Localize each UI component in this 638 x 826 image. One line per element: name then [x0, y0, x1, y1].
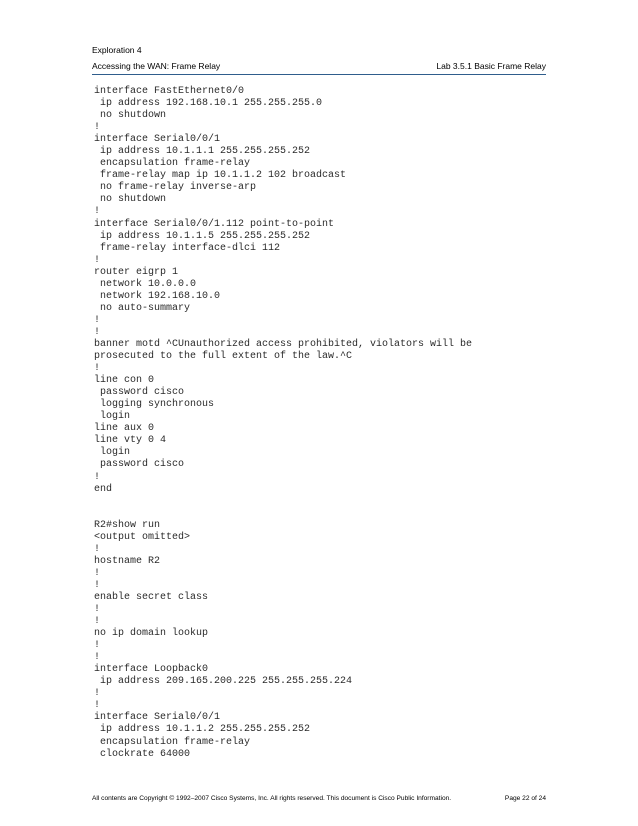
code-line: banner motd ^CUnauthorized access prohibited, violators will be: [94, 338, 473, 350]
code-line: login: [94, 411, 131, 423]
code-line: frame-relay map ip 10.1.1.2 102 broadcast: [94, 170, 347, 182]
code-line: logging synchronous: [94, 399, 215, 411]
code-line: ip address 10.1.1.5 255.255.255.252: [94, 230, 311, 242]
header-chapter: Accessing the WAN: Frame Relay: [92, 61, 221, 71]
code-line: !: [94, 363, 101, 375]
code-line: R2#show run: [94, 519, 161, 531]
code-line: password cisco: [94, 459, 185, 471]
code-line: interface Serial0/0/1: [94, 134, 221, 146]
code-line: hostname R2: [94, 555, 161, 567]
code-line: prosecuted to the full extent of the law.^C: [94, 351, 353, 363]
code-line: end: [94, 483, 113, 495]
code-line: !: [94, 688, 101, 700]
code-line: !: [94, 567, 101, 579]
code-line: network 192.168.10.0: [94, 290, 221, 302]
code-line: clockrate 64000: [94, 748, 191, 760]
code-line: !: [94, 616, 101, 628]
footer-page-number: Page 22 of 24: [504, 795, 546, 802]
code-line: !: [94, 640, 101, 652]
code-line: interface Serial0/0/1.112 point-to-point: [94, 218, 335, 230]
code-line: ip address 10.1.1.2 255.255.255.252: [94, 724, 311, 736]
footer-copyright: All contents are Copyright © 1992–2007 Cisco Systems, Inc. All rights reserved. This document is Cisco Public Information.: [92, 795, 452, 802]
code-line: router eigrp 1: [94, 266, 179, 278]
code-line: [94, 508, 544, 520]
code-line: interface Serial0/0/1: [94, 712, 221, 724]
code-line: password cisco: [94, 387, 185, 399]
code-line: ip address 10.1.1.1 255.255.255.252: [94, 146, 311, 158]
config-listing: [94, 86, 544, 761]
code-line: login: [94, 447, 131, 459]
code-line: no shutdown: [94, 194, 167, 206]
header-line: [92, 61, 546, 71]
page-footer: [92, 795, 546, 802]
code-line: network 10.0.0.0: [94, 278, 197, 290]
code-line: no ip domain lookup: [94, 628, 209, 640]
header-divider: [92, 74, 546, 75]
header-course: Exploration 4: [92, 45, 142, 55]
code-line: !: [94, 206, 101, 218]
code-line: encapsulation frame-relay: [94, 736, 251, 748]
code-line: !: [94, 471, 101, 483]
code-line: no shutdown: [94, 110, 167, 122]
code-line: !: [94, 652, 101, 664]
code-line: <output omitted>: [94, 531, 191, 543]
code-line: interface Loopback0: [94, 664, 209, 676]
code-line: line vty 0 4: [94, 435, 167, 447]
code-line: ip address 192.168.10.1 255.255.255.0: [94, 98, 323, 110]
code-line: !: [94, 314, 101, 326]
code-line: [94, 496, 544, 508]
code-line: !: [94, 604, 101, 616]
header-lab: Lab 3.5.1 Basic Frame Relay: [436, 61, 546, 71]
code-line: !: [94, 579, 101, 591]
code-line: encapsulation frame-relay: [94, 158, 251, 170]
code-line: line con 0: [94, 375, 155, 387]
code-line: !: [94, 543, 101, 555]
code-line: !: [94, 326, 101, 338]
code-line: no frame-relay inverse-arp: [94, 182, 257, 194]
code-line: line aux 0: [94, 423, 155, 435]
code-line: !: [94, 122, 101, 134]
code-line: ip address 209.165.200.225 255.255.255.224: [94, 676, 353, 688]
code-line: !: [94, 700, 101, 712]
code-line: frame-relay interface-dlci 112: [94, 242, 281, 254]
code-line: interface FastEthernet0/0: [94, 86, 245, 97]
code-line: no auto-summary: [94, 302, 191, 314]
code-line: !: [94, 254, 101, 266]
code-line: enable secret class: [94, 591, 209, 603]
